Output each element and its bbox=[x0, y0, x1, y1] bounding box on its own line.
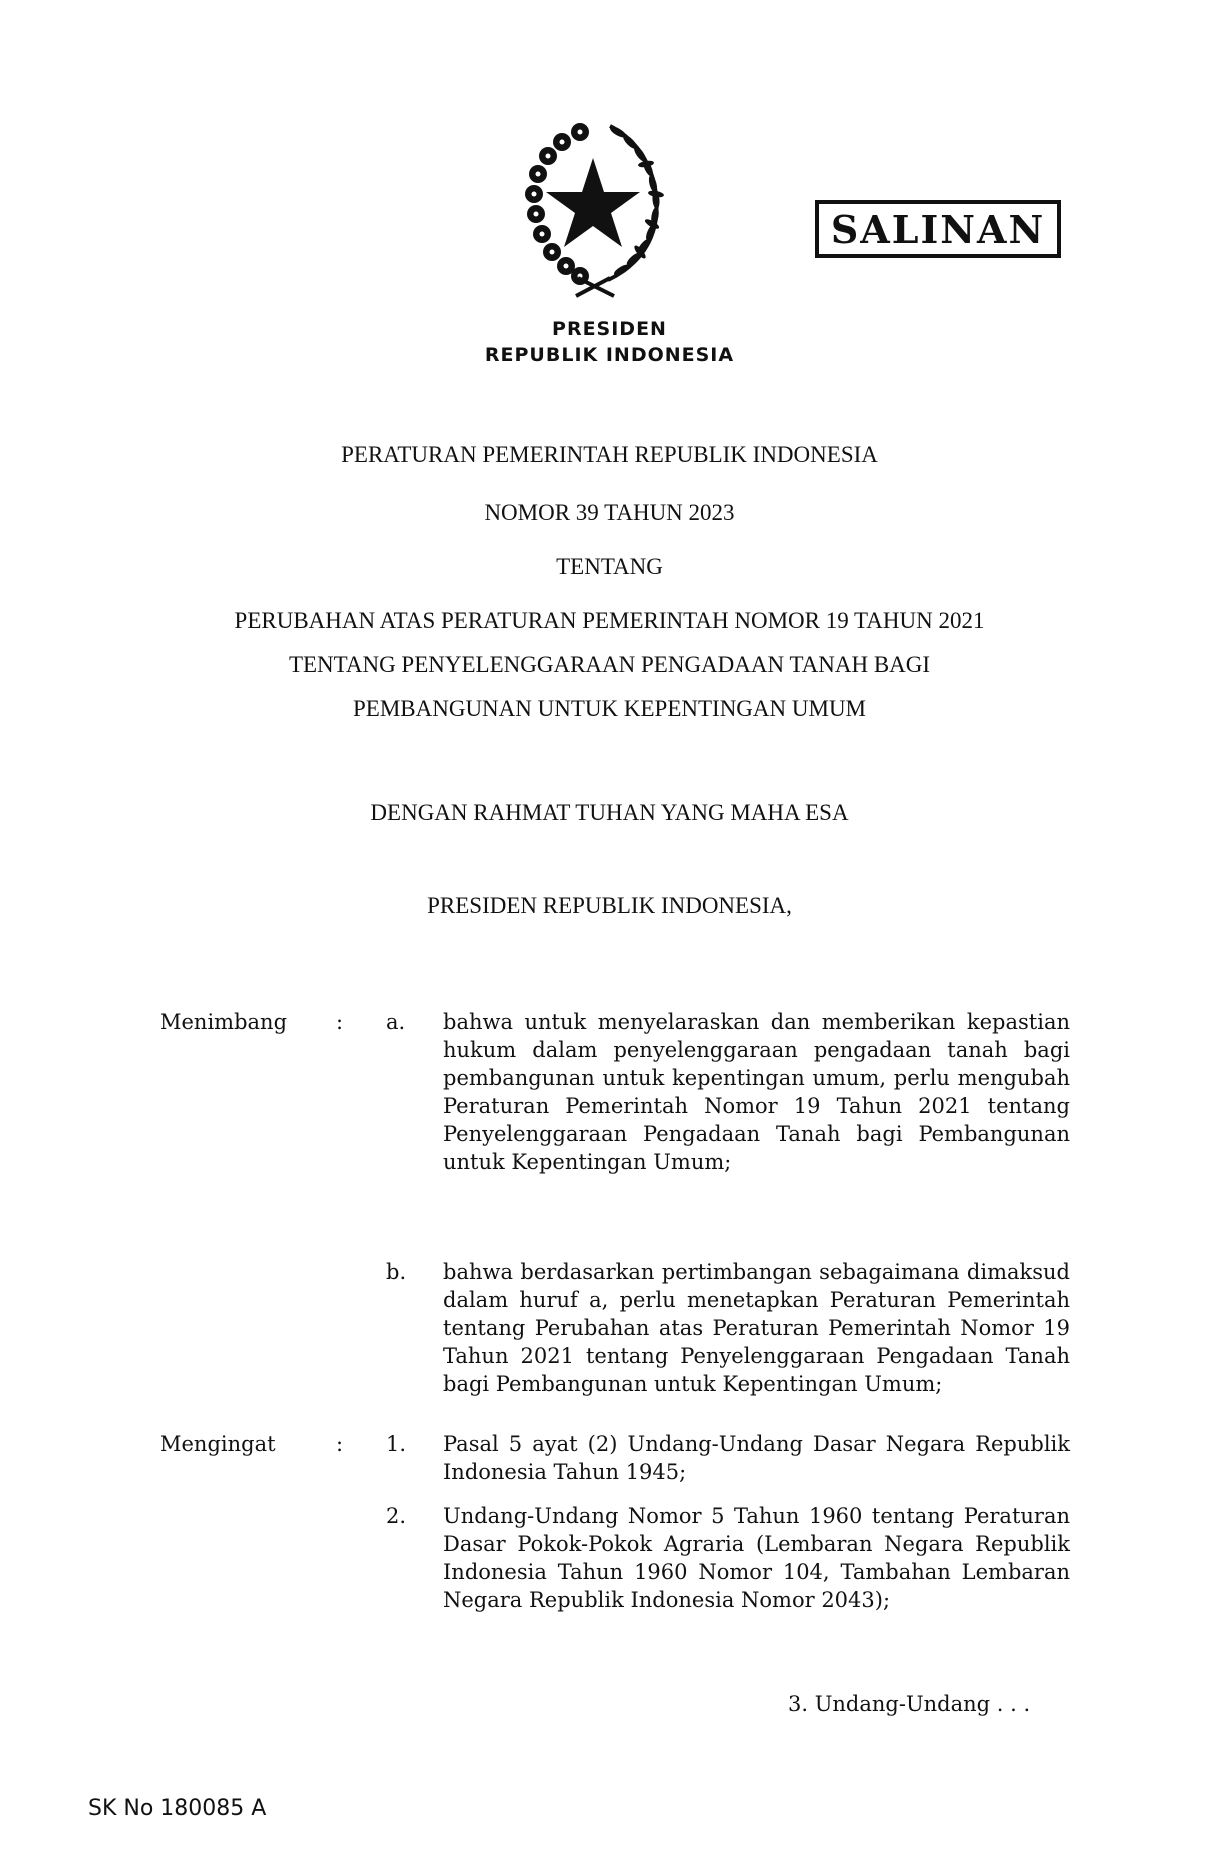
invocation: DENGAN RAHMAT TUHAN YANG MAHA ESA bbox=[370, 800, 849, 825]
authority: PRESIDEN REPUBLIK INDONESIA, bbox=[427, 893, 792, 918]
tentang-heading: TENTANG bbox=[556, 554, 663, 579]
mengingat-colon: : bbox=[336, 1432, 344, 1456]
menimbang-label: Menimbang bbox=[160, 1010, 288, 1034]
item-marker: 2. bbox=[386, 1504, 407, 1528]
menimbang-item-a: bahwa untuk menyelaraskan dan memberikan kepastian hukum dalam penyelenggaraan pengadaan tanah bagi pembangunan untuk kepentingan umum, perlu mengubah Peraturan Pemerintah Nomor 19 Tahun 2021 tentang Penyelenggaraan Pengadaan Tanah bagi Pembangunan untuk Kepentingan Umum; bbox=[443, 1010, 1070, 1174]
sk-number: SK No 180085 A bbox=[88, 1796, 267, 1821]
mengingat-item-2: Undang-Undang Nomor 5 Tahun 1960 tentang Peraturan Dasar Pokok-Pokok Agraria (Lembaran Negara Republik Indonesia Tahun 1960 Nomor 104, Tambahan Lembaran Negara Republik Indonesia Nomor 2043); bbox=[443, 1504, 1070, 1612]
issuer-line2: REPUBLIK INDONESIA bbox=[484, 344, 735, 366]
page-continuation: 3. Undang-Undang . . . bbox=[788, 1692, 1031, 1716]
document-number: NOMOR 39 TAHUN 2023 bbox=[484, 500, 735, 525]
item-marker: 1. bbox=[386, 1432, 407, 1456]
issuer-line1: PRESIDEN bbox=[552, 318, 667, 340]
salinan-stamp bbox=[815, 200, 1061, 258]
salinan-label: SALINAN bbox=[830, 206, 1046, 252]
subject-line-1: PERUBAHAN ATAS PERATURAN PEMERINTAH NOMOR 19 TAHUN 2021 bbox=[234, 608, 985, 633]
menimbang-item-b: bahwa berdasarkan pertimbangan sebagaimana dimaksud dalam huruf a, perlu menetapkan Peraturan Pemerintah tentang Perubahan atas Peraturan Pemerintah Nomor 19 Tahun 2021 tentang Penyelenggaraan Pengadaan Tanah bagi Pembangunan untuk Kepentingan Umum; bbox=[443, 1260, 1070, 1396]
mengingat-label: Mengingat bbox=[160, 1432, 276, 1456]
presidential-emblem-icon bbox=[518, 118, 668, 303]
mengingat-item-1: Pasal 5 ayat (2) Undang-Undang Dasar Negara Republik Indonesia Tahun 1945; bbox=[443, 1432, 1070, 1484]
subject-line-2: TENTANG PENYELENGGARAAN PENGADAAN TANAH BAGI bbox=[288, 652, 931, 677]
menimbang-colon: : bbox=[336, 1010, 344, 1034]
subject-line-3: PEMBANGUNAN UNTUK KEPENTINGAN UMUM bbox=[352, 696, 867, 721]
item-marker: b. bbox=[386, 1260, 407, 1284]
document-type-title: PERATURAN PEMERINTAH REPUBLIK INDONESIA bbox=[341, 442, 878, 467]
item-marker: a. bbox=[386, 1010, 406, 1034]
